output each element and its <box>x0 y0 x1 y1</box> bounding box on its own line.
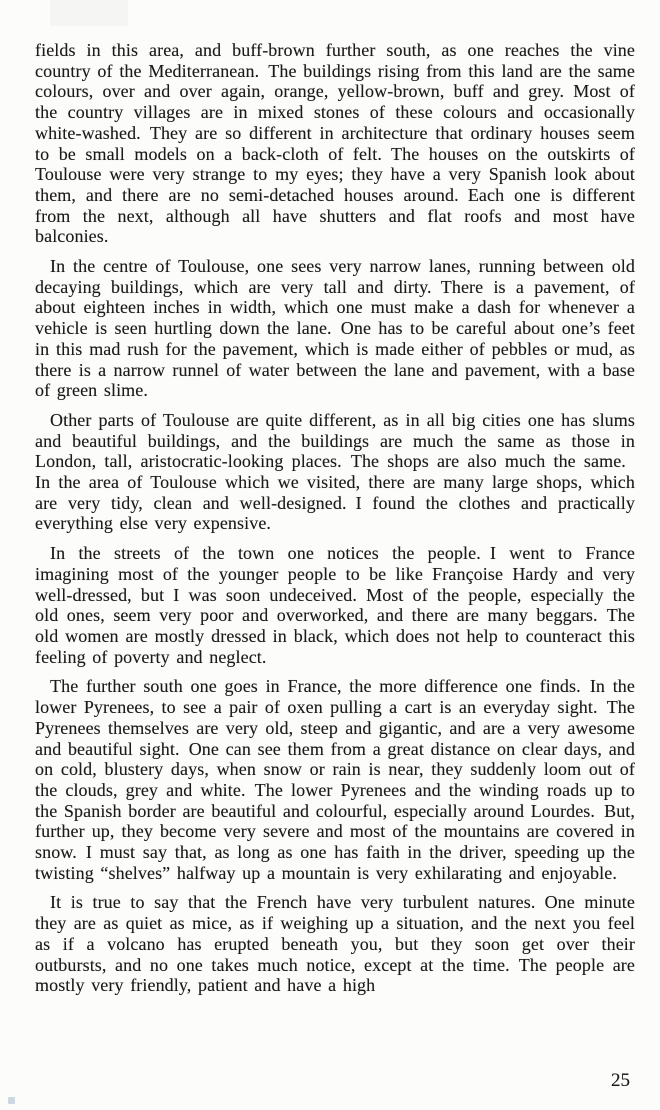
paragraph: In the streets of the town one notices the people. I went to France imagining most of the younger people to be like Françoise Hardy and very well-dressed, but I was soon undeceived. Most of the people, especially the old ones, seem very poor and overworked, and there are many beggars. The old women are mostly dressed in black, which does not help to counteract this feeling of poverty and neglect. <box>35 543 635 667</box>
paragraph: It is true to say that the French have very turbulent natures. One minute they are as quiet as mice, as if weighing up a situation, and the next you feel as if a volcano has erupted beneath you, but they soon get over their outbursts, and no one takes much notice, except at the time. The people are mostly very friendly, patient and have a high <box>35 892 635 996</box>
page-text-block <box>35 40 635 996</box>
paragraph: Other parts of Toulouse are quite different, as in all big cities one has slums and beautiful buildings, and the buildings are much the same as those in London, tall, aristocratic-looking places. The shops are also much the same. In the area of Toulouse which we visited, there are many large shops, which are very tidy, clean and well-designed. I found the clothes and practically everything else very expensive. <box>35 409 635 534</box>
scan-artifact-corner-mark <box>8 1097 15 1104</box>
page-number: 25 <box>611 1070 630 1091</box>
paragraph: fields in this area, and buff-brown further south, as one reaches the vine country of the Mediterranean. The buildings rising from this land are the same colours, over and over again, orange, yellow-brown, buff and grey. Most of the country villages are in mixed stones of these colours and occasionally white-washed. They are so different in architecture that ordinary houses seem to be small models on a back-cloth of felt. The houses on the outskirts of Toulouse were very strange to my eyes; they have a very Spanish look about them, and there are no semi-detached houses around. Each one is different from the next, although all have shutters and flat roofs and most have balconies. <box>35 40 635 247</box>
scan-artifact-top-patch <box>50 0 128 26</box>
paragraph: The further south one goes in France, the more difference one finds. In the lower Pyrenees, to see a pair of oxen pulling a cart is an everyday sight. The Pyrenees themselves are very old, steep and gigantic, and are a very awesome and beautiful sight. One can see them from a great distance on clear days, and on cold, blustery days, when snow or rain is near, they suddenly loom out of the clouds, grey and white. The lower Pyrenees and the winding roads up to the Spanish border are beautiful and colourful, especially around Lourdes. But, further up, they become very severe and most of the mountains are covered in snow. I must say that, as long as one has faith in the driver, speeding up the twisting “shelves” halfway up a mountain is very exhilarating and enjoyable. <box>35 676 635 883</box>
paragraph: In the centre of Toulouse, one sees very narrow lanes, running between old decaying buildings, which are very tall and dirty. There is a pavement, of about eighteen inches in width, which one must make a dash for whenever a vehicle is seen hurtling down the lane. One has to be careful about one’s feet in this mad rush for the pavement, which is made either of pebbles or mud, as there is a narrow runnel of water between the lane and pavement, with a base of green slime. <box>35 256 635 401</box>
